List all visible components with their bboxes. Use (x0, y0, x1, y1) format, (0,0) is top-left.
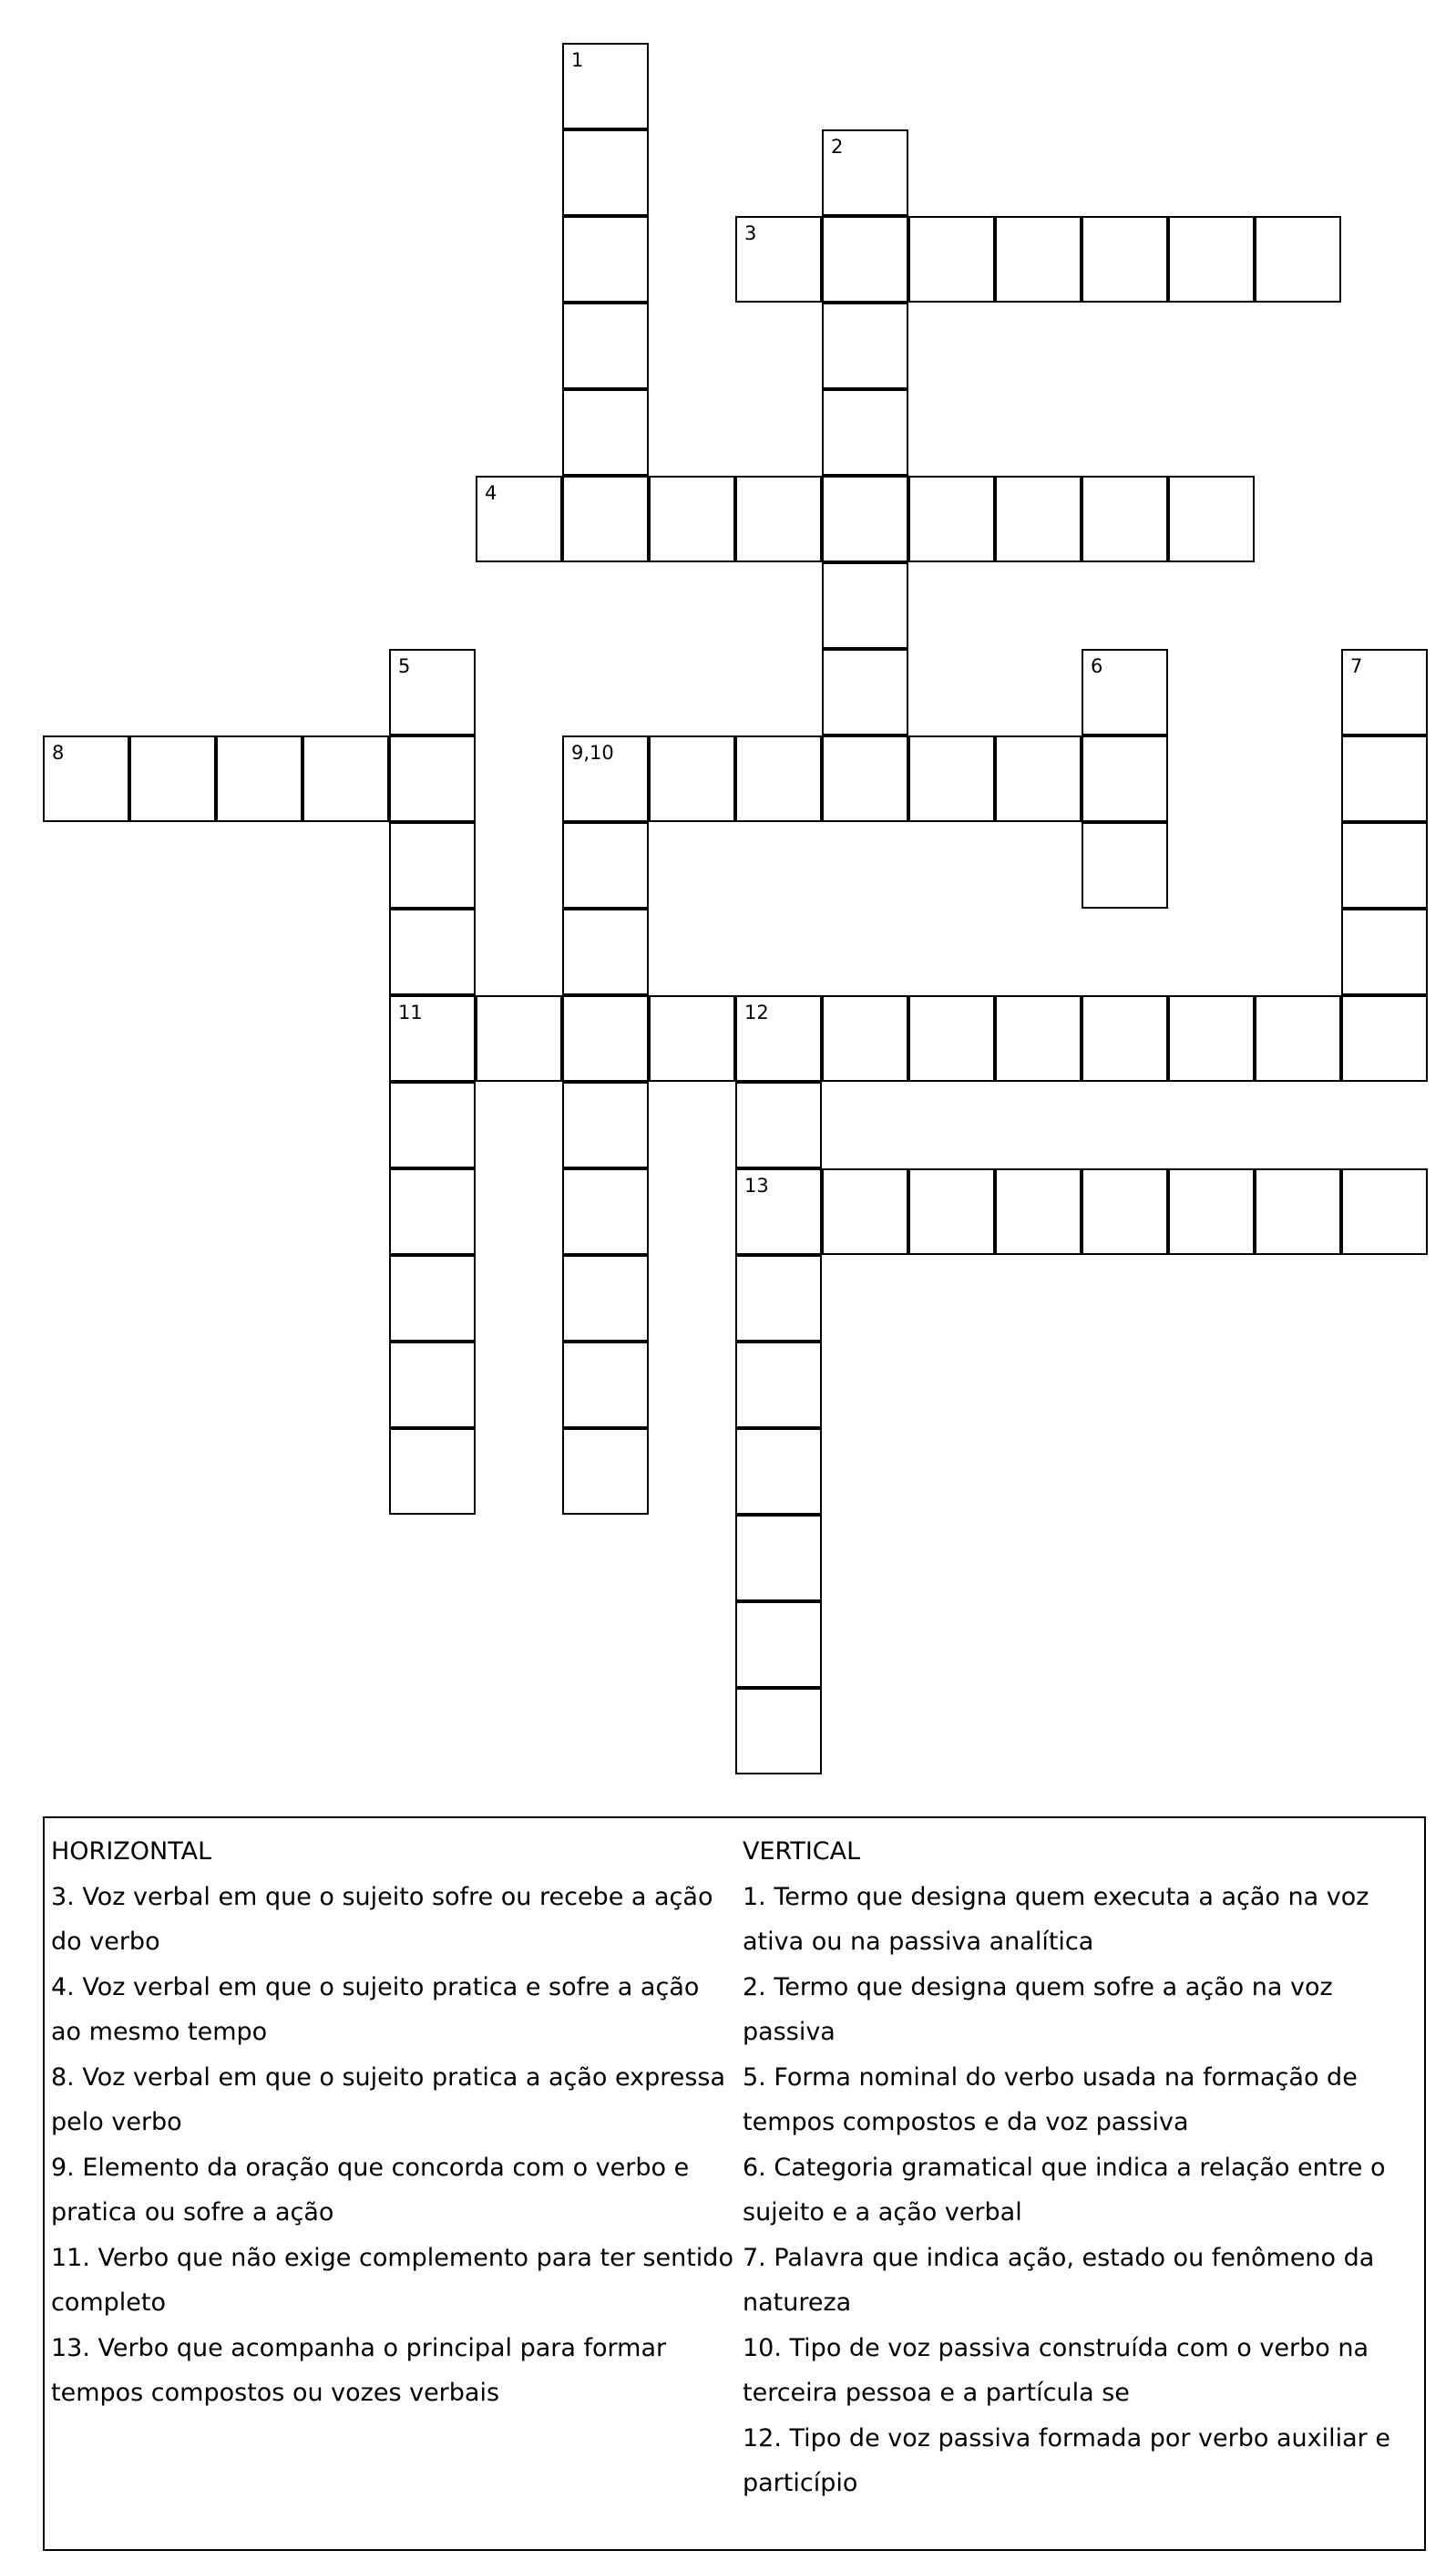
clue-text-line: natureza (743, 2288, 852, 2317)
crossword-cell[interactable] (735, 476, 822, 562)
crossword-cell[interactable] (735, 1168, 822, 1255)
clue-text-line: 12. Tipo de voz passiva formada por verbo auxiliar e (743, 2423, 1390, 2453)
crossword-cell[interactable] (1341, 822, 1428, 909)
crossword-cell[interactable] (389, 995, 476, 1082)
clue-text-line: 4. Voz verbal em que o sujeito pratica e sofre a ação (51, 1972, 700, 2001)
crossword-cell[interactable] (1082, 476, 1168, 562)
crossword-cell[interactable] (389, 1255, 476, 1342)
crossword-cell[interactable] (908, 735, 995, 822)
clue-text-line: completo (51, 2288, 167, 2317)
clue-text-line: 8. Voz verbal em que o sujeito pratica a ação expressa (51, 2062, 726, 2092)
crossword-cell[interactable] (389, 1168, 476, 1255)
crossword-cell[interactable] (1255, 995, 1341, 1082)
crossword-cell[interactable] (1168, 1168, 1255, 1255)
crossword-cell[interactable] (822, 216, 908, 303)
crossword-cell[interactable] (562, 1168, 649, 1255)
crossword-cell[interactable] (216, 735, 302, 822)
clue-number: 13 (744, 1175, 769, 1197)
clue-text-line: 5. Forma nominal do verbo usada na formação de (743, 2062, 1358, 2092)
crossword-cell[interactable] (1082, 216, 1168, 303)
crossword-cell[interactable] (908, 216, 995, 303)
clue-box (43, 1816, 1426, 2551)
crossword-cell[interactable] (562, 1342, 649, 1428)
clue-text-line: 9. Elemento da oração que concorda com o verbo e (51, 2153, 690, 2182)
crossword-cell[interactable] (562, 476, 649, 562)
crossword-cell[interactable] (822, 303, 908, 389)
crossword-cell[interactable] (562, 129, 649, 216)
clue-number: 11 (398, 1002, 423, 1023)
clue-number: 3 (744, 222, 757, 244)
crossword-cell[interactable] (735, 1515, 822, 1601)
crossword-cell[interactable] (389, 649, 476, 735)
crossword-cell[interactable] (735, 1601, 822, 1688)
crossword-cell[interactable] (129, 735, 216, 822)
clue-text-line: 10. Tipo de voz passiva construída com o verbo na (743, 2333, 1369, 2362)
crossword-cell[interactable] (995, 476, 1082, 562)
crossword-cell[interactable] (908, 1168, 995, 1255)
clue-text-line: ao mesmo tempo (51, 2018, 268, 2046)
crossword-cell[interactable] (476, 995, 562, 1082)
crossword-cell[interactable] (735, 1255, 822, 1342)
clue-number: 1 (571, 49, 584, 71)
crossword-cell[interactable] (822, 476, 908, 562)
crossword-cell[interactable] (389, 822, 476, 909)
vertical-clues-column (743, 1829, 1417, 2506)
vertical-heading: VERTICAL (743, 1837, 861, 1866)
crossword-cell[interactable] (735, 216, 822, 303)
crossword-cell[interactable] (822, 562, 908, 649)
crossword-cell[interactable] (1082, 995, 1168, 1082)
clue-text-line: 6. Categoria gramatical que indica a relação entre o (743, 2153, 1386, 2182)
crossword-cell[interactable] (995, 1168, 1082, 1255)
crossword-cell[interactable] (908, 995, 995, 1082)
clue-text-line: tempos compostos ou vozes verbais (51, 2379, 500, 2407)
crossword-cell[interactable] (649, 476, 735, 562)
clue-text-line: ativa ou na passiva analítica (743, 1928, 1094, 1956)
crossword-cell[interactable] (735, 735, 822, 822)
crossword-cell[interactable] (562, 1082, 649, 1168)
crossword-cell[interactable] (389, 1082, 476, 1168)
crossword-cell[interactable] (1082, 649, 1168, 735)
crossword-cell[interactable] (562, 1428, 649, 1515)
clue-number: 5 (398, 655, 411, 677)
crossword-cell[interactable] (735, 1428, 822, 1515)
crossword-cell[interactable] (389, 735, 476, 822)
vertical-clue-list (743, 1875, 1417, 2506)
crossword-cell[interactable] (1082, 822, 1168, 909)
crossword-cell[interactable] (562, 389, 649, 476)
clue-number: 12 (744, 1002, 769, 1023)
crossword-cell[interactable] (389, 1428, 476, 1515)
crossword-cell[interactable] (995, 216, 1082, 303)
clue-text-line: passiva (743, 2018, 836, 2046)
clue-number: 7 (1350, 655, 1363, 677)
clue-text-line: pelo verbo (51, 2108, 182, 2136)
crossword-cell[interactable] (389, 1342, 476, 1428)
crossword-cell[interactable] (649, 995, 735, 1082)
crossword-cell[interactable] (735, 995, 822, 1082)
crossword-cell[interactable] (1341, 649, 1428, 735)
crossword-cell[interactable] (1341, 1168, 1428, 1255)
clue-text-line: 7. Palavra que indica ação, estado ou fenômeno da (743, 2243, 1375, 2272)
crossword-cell[interactable] (1168, 216, 1255, 303)
clue-text-line: do verbo (51, 1928, 160, 1956)
crossword-cell[interactable] (562, 43, 649, 129)
crossword-cell[interactable] (735, 1688, 822, 1774)
clue-text-line: 1. Termo que designa quem executa a ação na voz (743, 1882, 1369, 1911)
clue-text-line: tempos compostos e da voz passiva (743, 2108, 1189, 2136)
clue-number: 8 (52, 742, 65, 764)
clue-number: 9,10 (571, 742, 614, 764)
clue-number: 2 (831, 136, 844, 158)
crossword-cell[interactable] (822, 995, 908, 1082)
crossword-cell[interactable] (822, 129, 908, 216)
crossword-cell[interactable] (562, 735, 649, 822)
clue-text-line: pratica ou sofre a ação (51, 2198, 334, 2226)
crossword-cell[interactable] (1341, 909, 1428, 995)
crossword-cell[interactable] (302, 735, 389, 822)
clue-text-line: terceira pessoa e a partícula se (743, 2379, 1130, 2407)
crossword-cell[interactable] (1082, 1168, 1168, 1255)
crossword-cell[interactable] (735, 1342, 822, 1428)
clue-text-line: 2. Termo que designa quem sofre a ação na voz (743, 1972, 1333, 2001)
crossword-cell[interactable] (562, 909, 649, 995)
crossword-cell[interactable] (1255, 216, 1341, 303)
crossword-cell[interactable] (562, 822, 649, 909)
crossword-cell[interactable] (562, 303, 649, 389)
crossword-cell[interactable] (649, 735, 735, 822)
crossword-cell[interactable] (43, 735, 129, 822)
crossword-cell[interactable] (822, 389, 908, 476)
clue-text-line: particípio (743, 2469, 858, 2497)
crossword-cell[interactable] (562, 995, 649, 1082)
crossword-cell[interactable] (389, 909, 476, 995)
crossword-cell[interactable] (995, 995, 1082, 1082)
crossword-cell[interactable] (476, 476, 562, 562)
crossword-cell[interactable] (822, 649, 908, 735)
clue-text-line: 3. Voz verbal em que o sujeito sofre ou recebe a ação (51, 1882, 713, 1911)
crossword-cell[interactable] (1082, 735, 1168, 822)
crossword-cell[interactable] (1168, 476, 1255, 562)
clue-number: 6 (1091, 655, 1103, 677)
crossword-cell[interactable] (735, 1082, 822, 1168)
crossword-cell[interactable] (1168, 995, 1255, 1082)
clue-text-line: sujeito e a ação verbal (743, 2198, 1022, 2226)
crossword-cell[interactable] (995, 735, 1082, 822)
crossword-cell[interactable] (1341, 735, 1428, 822)
crossword-cell[interactable] (822, 1168, 908, 1255)
crossword-cell[interactable] (1341, 995, 1428, 1082)
horizontal-clues-column (51, 1829, 734, 2416)
horizontal-heading: HORIZONTAL (51, 1837, 212, 1866)
crossword-cell[interactable] (562, 216, 649, 303)
crossword-cell[interactable] (562, 1255, 649, 1342)
crossword-cell[interactable] (1255, 1168, 1341, 1255)
crossword-cell[interactable] (908, 476, 995, 562)
clue-text-line: 11. Verbo que não exige complemento para ter sentido (51, 2243, 733, 2272)
clue-text-line: 13. Verbo que acompanha o principal para formar (51, 2333, 667, 2362)
crossword-cell[interactable] (822, 735, 908, 822)
clue-number: 4 (485, 482, 497, 504)
horizontal-clue-list (51, 1875, 734, 2416)
